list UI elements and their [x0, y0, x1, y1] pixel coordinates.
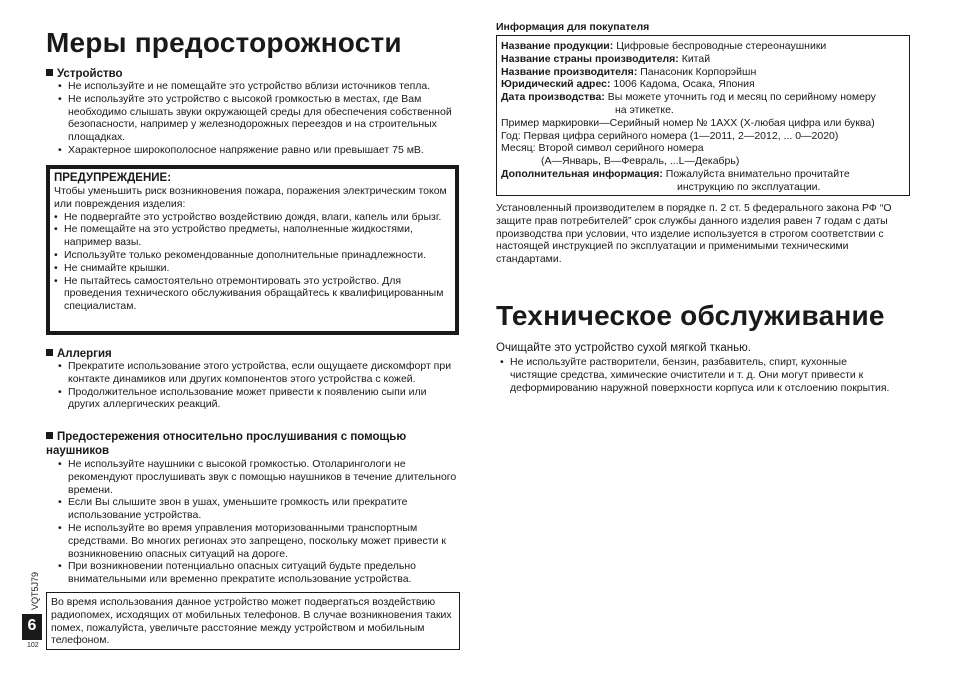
- list-item: • Не используйте во время управления моторизованными транспортным средствами. Во многих регионах это запрещено, поскольку может привести к возникновению опасных ситуаций на дороге.: [54, 522, 459, 560]
- section-heading-allergy: [46, 347, 112, 361]
- info-label: Юридический адрес:: [501, 78, 611, 91]
- allergy-heading-text: Аллергия: [57, 348, 112, 360]
- list-item: • Не используйте растворители, бензин, разбавитель, спирт, кухонные чистящие средства, химические очистители и т. д. Они могут привести к деформированию наружной поверхности корпуса или к отслоению покрытия.: [496, 356, 896, 394]
- list-item: • Прекратите использование этого устройства, если ощущаете дискомфорт при контакте динамиков или других компонентов этого устройства с кожей.: [54, 360, 459, 386]
- info-value: Панасоник Корпорэйшн: [640, 65, 757, 78]
- warning-box: [46, 165, 459, 335]
- maintenance-intro: Очищайте это устройство сухой мягкой тканью.: [496, 342, 751, 354]
- page-sub-number: 102: [27, 642, 39, 649]
- section-heading-device: [46, 67, 123, 81]
- info-row-address: [501, 78, 905, 91]
- info-value: Китай: [681, 52, 711, 65]
- buyer-info-box: [496, 35, 910, 196]
- device-list: [54, 80, 464, 157]
- list-item: • Не используйте и не помещайте это устройство вблизи источников тепла.: [54, 80, 464, 93]
- info-date-continued: на этикетке.: [615, 103, 674, 116]
- radio-interference-note: Во время использования данное устройство может подвергаться воздействию радиопомех, исходящих от мобильных телефонов. В случае возникновения таких помех, пожалуйста, увеличьте расстояние между устройством и мобильным телефоном.: [46, 592, 460, 650]
- info-row-country: [501, 53, 905, 66]
- info-value: Цифровые беспроводные стереонаушники: [616, 40, 827, 52]
- list-item: • Характерное широкополосное напряжение равно или превышает 75 мВ.: [54, 144, 464, 157]
- info-example: Пример маркировки—Серийный номер № 1AXX (X-любая цифра или буква): [501, 116, 875, 129]
- square-bullet-icon: [46, 69, 53, 76]
- list-item: • Не помещайте на это устройство предметы, наполненные жидкостями, например вазы.: [50, 223, 449, 249]
- doc-code: VQT5J79: [30, 571, 40, 610]
- info-month-example: (A—Январь, B—Февраль, ...L—Декабрь): [541, 155, 740, 168]
- warning-heading: ПРЕДУПРЕЖДЕНИЕ:: [54, 172, 172, 184]
- list-item: • При возникновении потенциально опасных ситуаций будьте предельно внимательными или временно прекратите использование устройства.: [54, 560, 459, 586]
- warning-list: [50, 211, 449, 313]
- device-heading-text: Устройство: [57, 68, 123, 80]
- info-row-date: [501, 91, 905, 104]
- buyer-info-heading: Информация для покупателя: [496, 21, 650, 33]
- info-row-product: [501, 40, 905, 53]
- service-life-paragraph: Установленный производителем в порядке п. 2 ст. 5 федерального закона РФ “О защите прав потребителей” срок службы данного изделия равен 7 годам с даты производства при условии, что изделие используется в строгом соответствии с настоящей инструкцией по эксплуатации и применимыми техническими стандартами.: [496, 202, 892, 266]
- info-label: Дата производства:: [501, 91, 605, 104]
- list-item: • Не подвергайте это устройство воздействию дождя, влаги, капель или брызг.: [50, 211, 449, 224]
- list-item: • Не пытайтесь самостоятельно отремонтировать это устройство. Для проведения технического обслуживания обращайтесь к квалифицированным специалистам.: [50, 275, 449, 313]
- info-value: Пожалуйста внимательно прочитайте: [665, 167, 850, 180]
- list-item: • Если Вы слышите звон в ушах, уменьшите громкость или прекратите использование устройства.: [54, 496, 459, 522]
- list-item: • Не используйте наушники с высокой громкостью. Отоларингологи не рекомендуют прослушивать звук с помощью наушников в течение длительного времени.: [54, 458, 459, 496]
- maintenance-title: Техническое обслуживание: [496, 300, 885, 331]
- warning-intro: Чтобы уменьшить риск возникновения пожара, поражения электрическим током или повреждения изделия:: [54, 185, 447, 210]
- info-label: Название страны производителя:: [501, 52, 679, 65]
- list-item: • Не используйте это устройство с высокой громкостью в местах, где Вам необходимо слышать звуки окружающей среды для обеспечения собственной безопасности, например у железнодорожных переездов и на строительных площадках.: [54, 93, 464, 144]
- section-heading-listening: [46, 430, 466, 458]
- square-bullet-icon: [46, 432, 53, 439]
- info-value: 1006 Кадома, Осака, Япония: [613, 78, 755, 91]
- info-label: Название производителя:: [501, 65, 638, 78]
- info-month: Месяц: Второй символ серийного номера: [501, 142, 704, 155]
- list-item: • Продолжительное использование может привести к появлению сыпи или других аллергических реакций.: [54, 386, 459, 412]
- listening-list: [54, 458, 459, 586]
- info-row-extra: [501, 168, 905, 181]
- list-item: • Не снимайте крышки.: [50, 262, 449, 275]
- info-label: Название продукции:: [501, 40, 614, 52]
- list-item: • Используйте только рекомендованные дополнительные принадлежности.: [50, 249, 449, 262]
- square-bullet-icon: [46, 349, 53, 356]
- maintenance-list: [496, 356, 896, 394]
- page-number: 6: [22, 614, 42, 640]
- info-extra-continued: инструкцию по эксплуатации.: [677, 180, 821, 193]
- info-label: Дополнительная информация:: [501, 167, 663, 180]
- info-year: Год: Первая цифра серийного номера (1—2011, 2—2012, ... 0—2020): [501, 129, 839, 142]
- allergy-list: [54, 360, 459, 411]
- listening-heading-text: Предостережения относительно прослушивания с помощью наушников: [46, 431, 407, 457]
- info-row-maker: [501, 66, 905, 79]
- info-value: Вы можете уточнить год и месяц по серийному номеру: [607, 91, 876, 104]
- page-title: Меры предосторожности: [46, 27, 402, 58]
